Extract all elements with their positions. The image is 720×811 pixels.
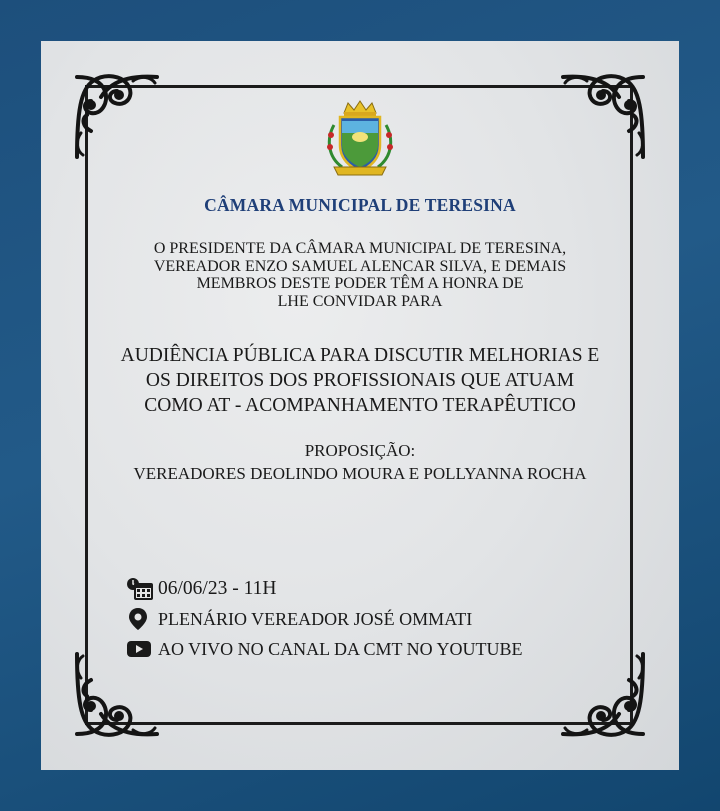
- datetime-row: [126, 574, 523, 604]
- intro-line: LHE CONVIDAR PARA: [277, 292, 443, 310]
- event-title: [91, 343, 629, 418]
- event-stream: AO VIVO NO CANAL DA CMT NO YOUTUBE: [158, 638, 523, 659]
- location-row: [126, 604, 523, 634]
- intro-text: [101, 240, 619, 310]
- calendar-clock-icon: [126, 576, 156, 602]
- event-location: PLENÁRIO VEREADOR JOSÉ OMMATI: [158, 608, 473, 629]
- proposition-label: PROPOSIÇÃO:: [304, 441, 416, 460]
- event-line: AUDIÊNCIA PÚBLICA PARA DISCUTIR MELHORIAS E: [120, 345, 600, 366]
- intro-line: VEREADOR ENZO SAMUEL ALENCAR SILVA, E DEMAIS: [153, 257, 567, 275]
- intro-line: MEMBROS DESTE PODER TÊM A HONRA DE: [196, 275, 524, 292]
- map-pin-icon: [126, 606, 156, 632]
- page-title: CÂMARA MUNICIPAL DE TERESINA: [204, 195, 516, 215]
- event-line: COMO AT - ACOMPANHAMENTO TERAPÊUTICO: [144, 395, 576, 416]
- event-datetime: 06/06/23 - 11H: [158, 578, 277, 599]
- proposition-names: VEREADORES DEOLINDO MOURA E POLLYANNA ROCHA: [133, 464, 587, 483]
- corner-ornament-icon: [559, 650, 649, 740]
- intro-line: O PRESIDENTE DA CÂMARA MUNICIPAL DE TERESINA,: [153, 240, 567, 257]
- invitation-card: [41, 41, 679, 770]
- youtube-play-icon: [126, 636, 156, 662]
- corner-ornament-icon: [71, 71, 161, 161]
- corner-ornament-icon: [559, 71, 649, 161]
- event-line: OS DIREITOS DOS PROFISSIONAIS QUE ATUAM: [145, 370, 575, 391]
- event-details: [126, 574, 523, 664]
- stream-row: [126, 634, 523, 664]
- city-council-emblem-icon: [320, 99, 400, 181]
